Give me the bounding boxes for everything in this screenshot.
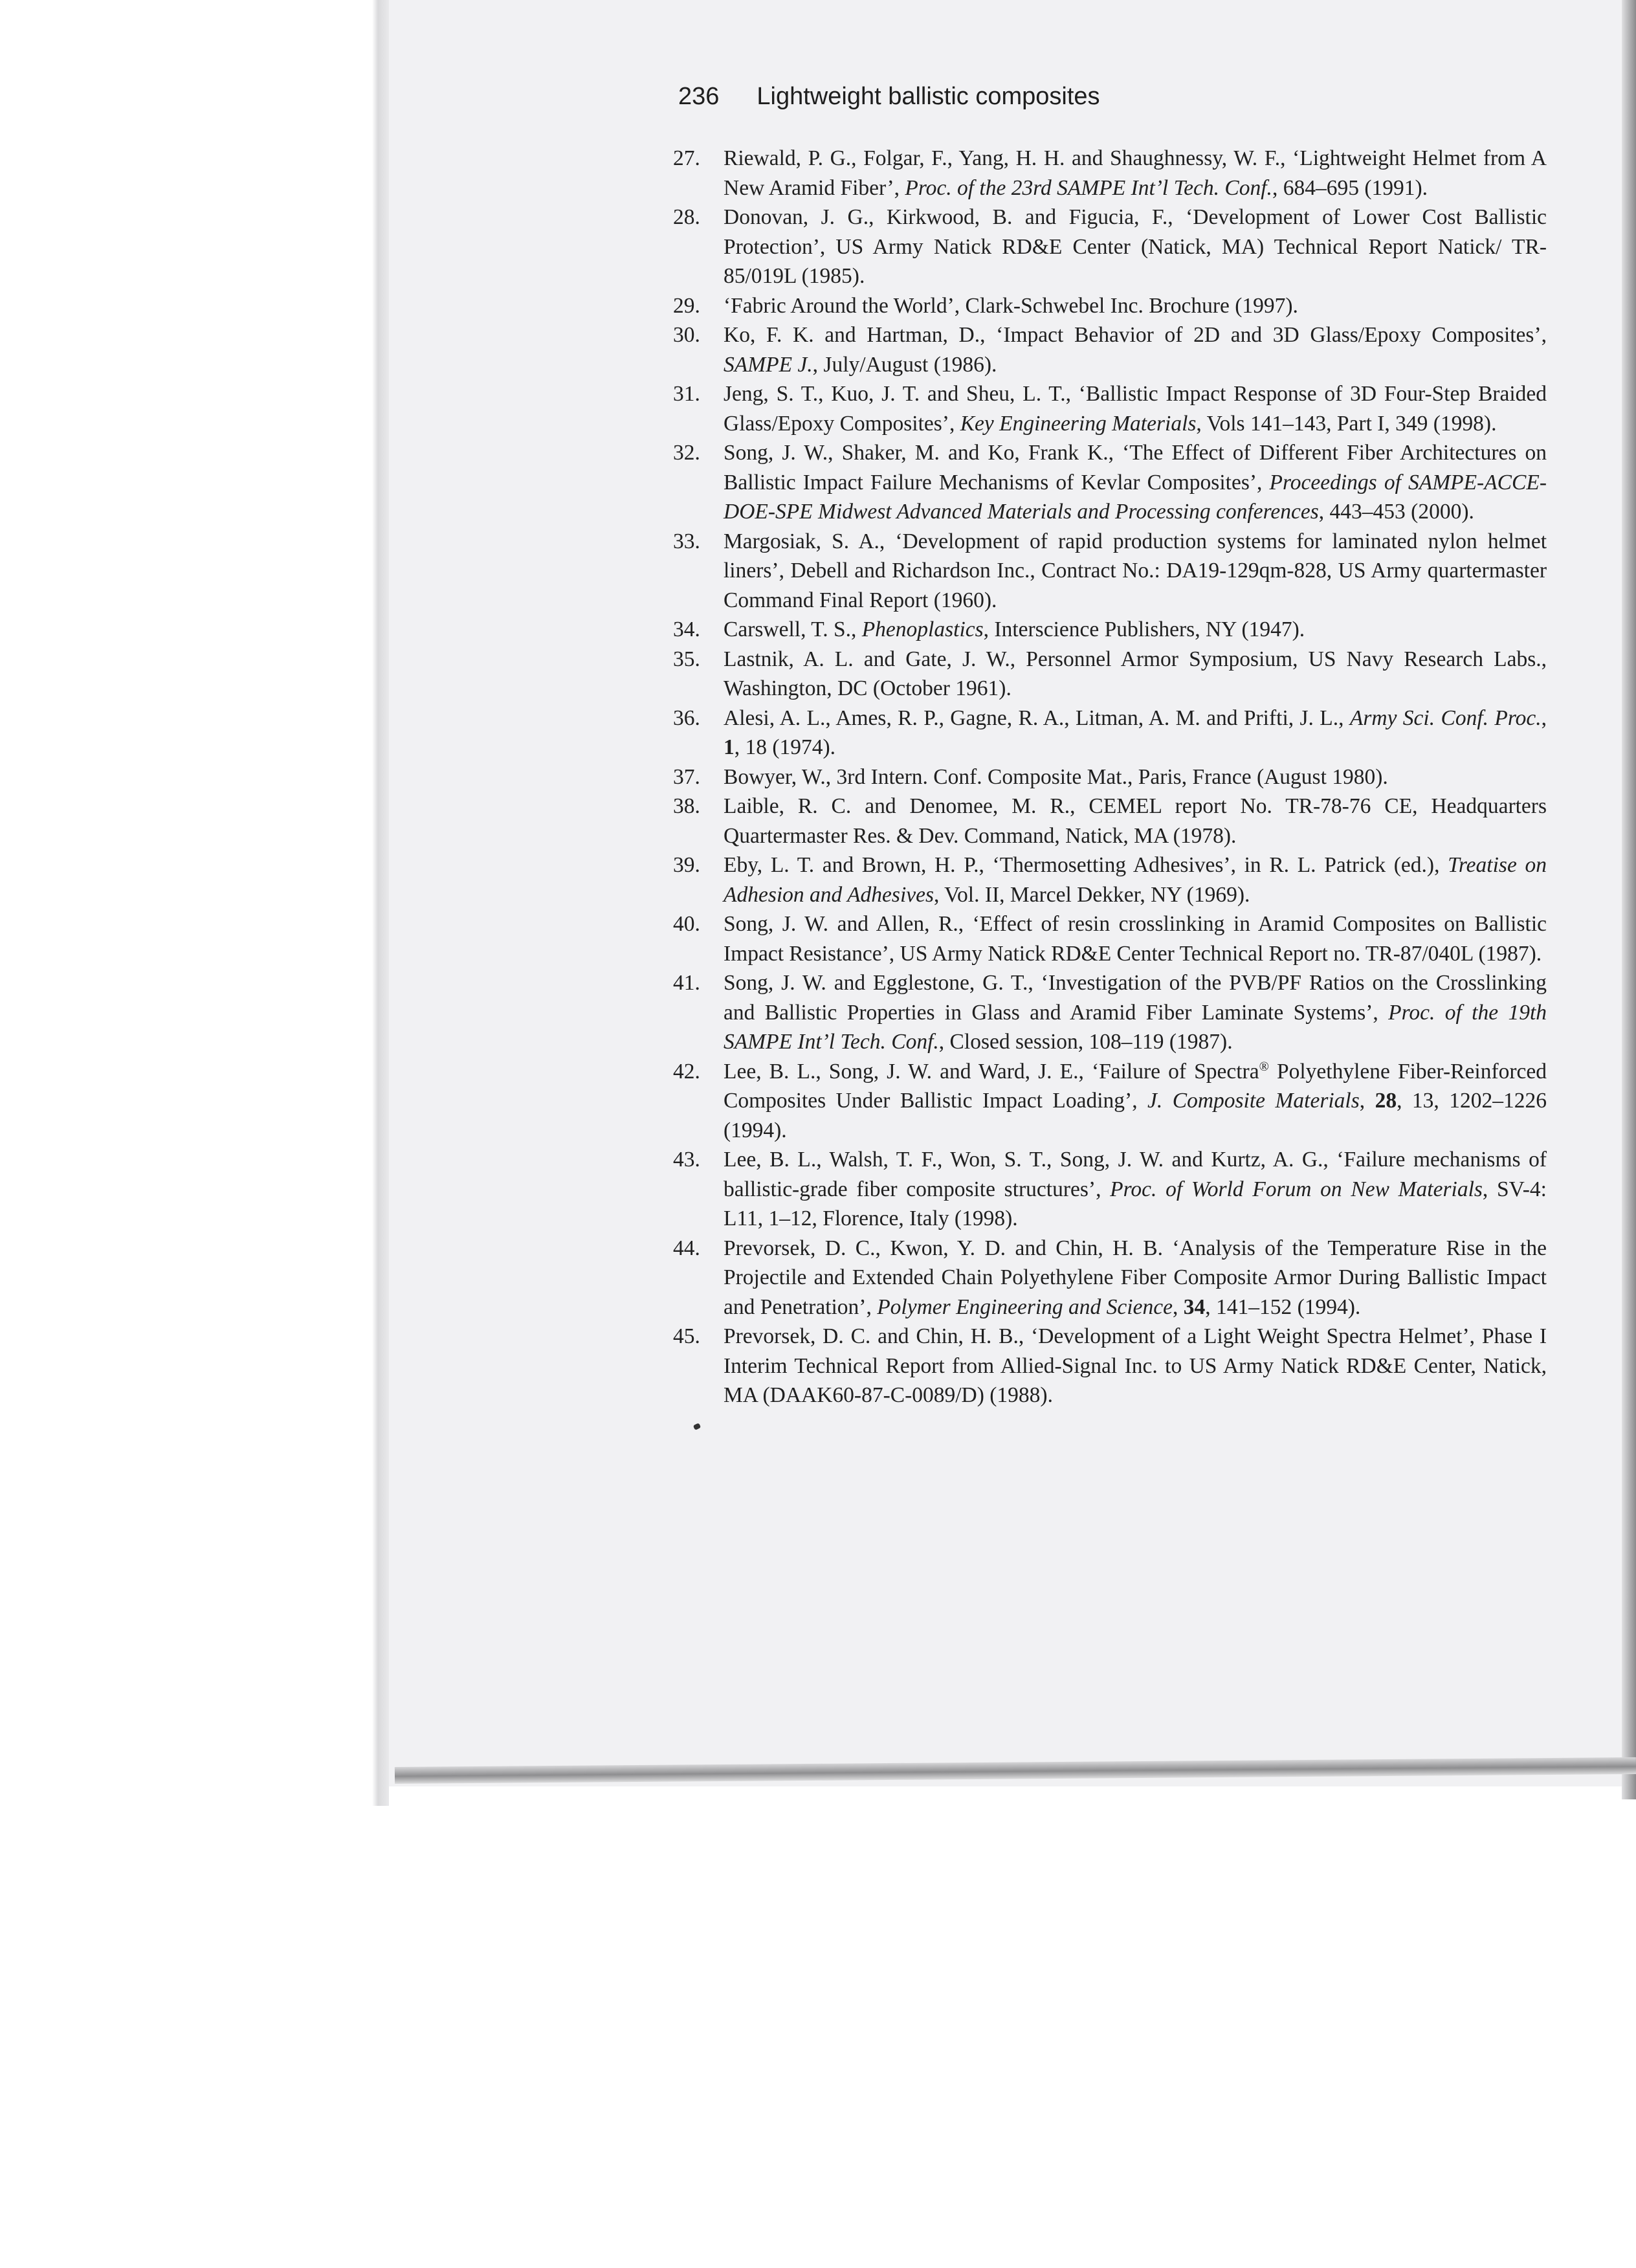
reference-segment: 34	[1183, 1295, 1206, 1319]
reference-segment: Polyethylene Fiber-Reinforced Composites Under Ballistic Impact Loading’,	[724, 1059, 1547, 1113]
reference-number: 41.	[673, 971, 700, 995]
reference-item	[673, 379, 1547, 438]
reference-number: 43.	[673, 1148, 700, 1172]
reference-segment: , 684–695 (1991).	[1272, 175, 1428, 200]
reference-number: 33.	[673, 529, 700, 553]
reference-text	[724, 704, 1547, 762]
chapter-title: Lightweight ballistic composites	[757, 83, 1100, 110]
reference-item	[673, 1057, 1547, 1146]
reference-segment: , Closed session, 108–119 (1987).	[938, 1030, 1233, 1054]
reference-item	[673, 1322, 1547, 1410]
reference-item	[673, 291, 1547, 321]
reference-text	[724, 850, 1547, 909]
reference-item	[673, 144, 1547, 203]
reference-italic-segment: Treatise on Adhesion and Adhesives	[724, 853, 1547, 907]
reference-text	[724, 615, 1547, 645]
reference-number: 30.	[673, 323, 700, 347]
reference-segment: ,	[1359, 1089, 1375, 1113]
reference-segment: , SV-4: L11, 1–12, Florence, Italy (1998).	[724, 1177, 1547, 1230]
reference-text	[724, 438, 1547, 527]
page-number: 236	[678, 83, 720, 110]
reference-segment: Riewald, P. G., Folgar, F., Yang, H. H. and Shaughnessy, W. F., ‘Lightweight Helmet from A New Aramid Fiber’,	[724, 146, 1547, 200]
reference-italic-segment: Proc. of World Forum on New Materials	[1110, 1177, 1483, 1201]
reference-item	[673, 1234, 1547, 1322]
reference-segment: Song, J. W. and Allen, R., ‘Effect of resin crosslinking in Aramid Composites on Ballistic Impact Resistance’, US Army Natick RD&E Center Technical Report no. TR-87/040L (1987).	[724, 912, 1547, 966]
reference-italic-segment: Polymer Engineering and Science	[877, 1295, 1173, 1319]
reference-segment: , Vols 141–143, Part I, 349 (1998).	[1196, 411, 1497, 436]
reference-text	[724, 320, 1547, 379]
reference-item	[673, 615, 1547, 645]
reference-italic-segment: Proc. of the 23rd SAMPE Int’l Tech. Conf.	[905, 175, 1272, 200]
reference-segment: Carswell, T. S.,	[724, 617, 862, 641]
reference-item	[673, 850, 1547, 909]
reference-segment: Prevorsek, D. C., Kwon, Y. D. and Chin, H. B. ‘Analysis of the Temperature Rise in the Projectile and Extended Chain Polyethylene Fiber Composite Armor During Ballistic Impact and Penetration’,	[724, 1236, 1547, 1319]
reference-number: 29.	[673, 293, 700, 318]
reference-item	[673, 968, 1547, 1057]
reference-segment: ,	[1172, 1295, 1184, 1319]
reference-italic-segment: SAMPE J.	[724, 352, 813, 377]
reference-item	[673, 704, 1547, 762]
reference-italic-segment: Proceedings of SAMPE-ACCE-DOE-SPE Midwest Advanced Materials and Processing conferences	[724, 470, 1547, 524]
reference-segment: , 443–453 (2000).	[1318, 500, 1474, 524]
reference-segment: Bowyer, W., 3rd Intern. Conf. Composite Mat., Paris, France (August 1980).	[724, 764, 1388, 789]
reference-text	[724, 762, 1547, 792]
reference-item	[673, 320, 1547, 379]
reference-segment: Song, J. W. and Egglestone, G. T., ‘Investigation of the PVB/PF Ratios on the Crosslinking and Ballistic Properties in Glass and Aramid Fiber Laminate Systems’,	[724, 971, 1547, 1025]
reference-number: 38.	[673, 794, 700, 818]
reference-item	[673, 1145, 1547, 1234]
reference-segment: Song, J. W., Shaker, M. and Ko, Frank K., ‘The Effect of Different Fiber Architectures on Ballistic Impact Failure Mechanisms of Kevlar Composites’,	[724, 441, 1547, 495]
reference-text	[724, 645, 1547, 704]
reference-segment: 28	[1375, 1089, 1397, 1113]
reference-segment: Jeng, S. T., Kuo, J. T. and Sheu, L. T., ‘Ballistic Impact Response of 3D Four-Step Braided Glass/Epoxy Composites’,	[724, 382, 1547, 436]
reference-segment: 1	[724, 735, 735, 759]
reference-text	[724, 291, 1547, 321]
reference-item	[673, 438, 1547, 527]
reference-text	[724, 968, 1547, 1057]
reference-segment: Eby, L. T. and Brown, H. P., ‘Thermosetting Adhesives’, in R. L. Patrick (ed.),	[724, 853, 1448, 877]
reference-segment: , July/August (1986).	[812, 352, 997, 377]
reference-segment: Prevorsek, D. C. and Chin, H. B., ‘Development of a Light Weight Spectra Helmet’, Phase I Interim Technical Report from Allied-Signal Inc. to US Army Natick RD&E Center, Natick, MA (DAAK60-87-C-0089/D) (1988).	[724, 1324, 1547, 1407]
reference-item	[673, 909, 1547, 968]
reference-number: 42.	[673, 1059, 700, 1084]
reference-segment: ‘Fabric Around the World’, Clark-Schwebel Inc. Brochure (1997).	[724, 293, 1298, 318]
reference-segment: Alesi, A. L., Ames, R. P., Gagne, R. A., Litman, A. M. and Prifti, J. L.,	[724, 706, 1350, 730]
reference-italic-segment: Proc. of the 19th SAMPE Int’l Tech. Conf.	[724, 1000, 1547, 1054]
reference-item	[673, 527, 1547, 616]
reference-segment: , 13, 1202–1226 (1994).	[724, 1089, 1547, 1142]
reference-item	[673, 203, 1547, 291]
page-right-edge	[1622, 0, 1636, 1799]
reference-italic-segment: J. Composite Materials	[1147, 1089, 1360, 1113]
reference-number: 35.	[673, 647, 700, 671]
page-left-edge	[372, 0, 389, 1806]
reference-text	[724, 379, 1547, 438]
reference-number: 44.	[673, 1236, 700, 1260]
reference-item	[673, 792, 1547, 850]
reference-item	[673, 645, 1547, 704]
reference-segment: , Interscience Publishers, NY (1947).	[983, 617, 1305, 641]
reference-text	[724, 792, 1547, 850]
reference-number: 45.	[673, 1324, 700, 1348]
reference-text	[724, 527, 1547, 616]
reference-number: 32.	[673, 441, 700, 465]
reference-text	[724, 203, 1547, 291]
reference-segment: ,	[1541, 706, 1547, 730]
running-head	[678, 83, 1100, 111]
reference-number: 36.	[673, 706, 700, 730]
reference-segment: Lastnik, A. L. and Gate, J. W., Personnel Armor Symposium, US Navy Research Labs., Washington, DC (October 1961).	[724, 647, 1547, 700]
reference-text	[724, 1322, 1547, 1410]
reference-segment: ®	[1259, 1059, 1269, 1074]
reference-text	[724, 1234, 1547, 1322]
reference-text	[724, 1145, 1547, 1234]
reference-number: 34.	[673, 617, 700, 641]
reference-text	[724, 909, 1547, 968]
reference-segment: , 141–152 (1994).	[1205, 1295, 1361, 1319]
reference-number: 37.	[673, 764, 700, 789]
reference-segment: Ko, F. K. and Hartman, D., ‘Impact Behavior of 2D and 3D Glass/Epoxy Composites’,	[724, 323, 1547, 347]
reference-segment: , Vol. II, Marcel Dekker, NY (1969).	[934, 882, 1250, 907]
reference-number: 27.	[673, 146, 700, 170]
reference-segment: Donovan, J. G., Kirkwood, B. and Figucia, F., ‘Development of Lower Cost Ballistic Protection’, US Army Natick RD&E Center (Natick, MA) Technical Report Natick/ TR-85/019L (1985).	[724, 205, 1547, 288]
reference-segment: Lee, B. L., Walsh, T. F., Won, S. T., Song, J. W. and Kurtz, A. G., ‘Failure mechanisms of ballistic-grade fiber composite structures’,	[724, 1148, 1547, 1201]
reference-segment: Laible, R. C. and Denomee, M. R., CEMEL report No. TR-78-76 CE, Headquarters Quartermaster Res. & Dev. Command, Natick, MA (1978).	[724, 794, 1547, 848]
reference-number: 28.	[673, 205, 700, 229]
reference-italic-segment: Key Engineering Materials	[960, 411, 1197, 436]
reference-segment: Margosiak, S. A., ‘Development of rapid production systems for laminated nylon helmet liners’, Debell and Richardson Inc., Contract No.: DA19-129qm-828, US Army quartermaster Command Final Report (1960).	[724, 529, 1547, 612]
reference-text	[724, 1057, 1547, 1146]
reference-text	[724, 144, 1547, 203]
reference-italic-segment: Army Sci. Conf. Proc.	[1349, 706, 1542, 730]
reference-number: 39.	[673, 853, 700, 877]
reference-list	[673, 144, 1547, 1410]
reference-segment: , 18 (1974).	[734, 735, 836, 759]
reference-item	[673, 762, 1547, 792]
reference-number: 31.	[673, 382, 700, 406]
reference-italic-segment: Phenoplastics	[861, 617, 984, 641]
reference-segment: Lee, B. L., Song, J. W. and Ward, J. E., ‘Failure of Spectra	[724, 1059, 1259, 1084]
reference-number: 40.	[673, 912, 700, 936]
